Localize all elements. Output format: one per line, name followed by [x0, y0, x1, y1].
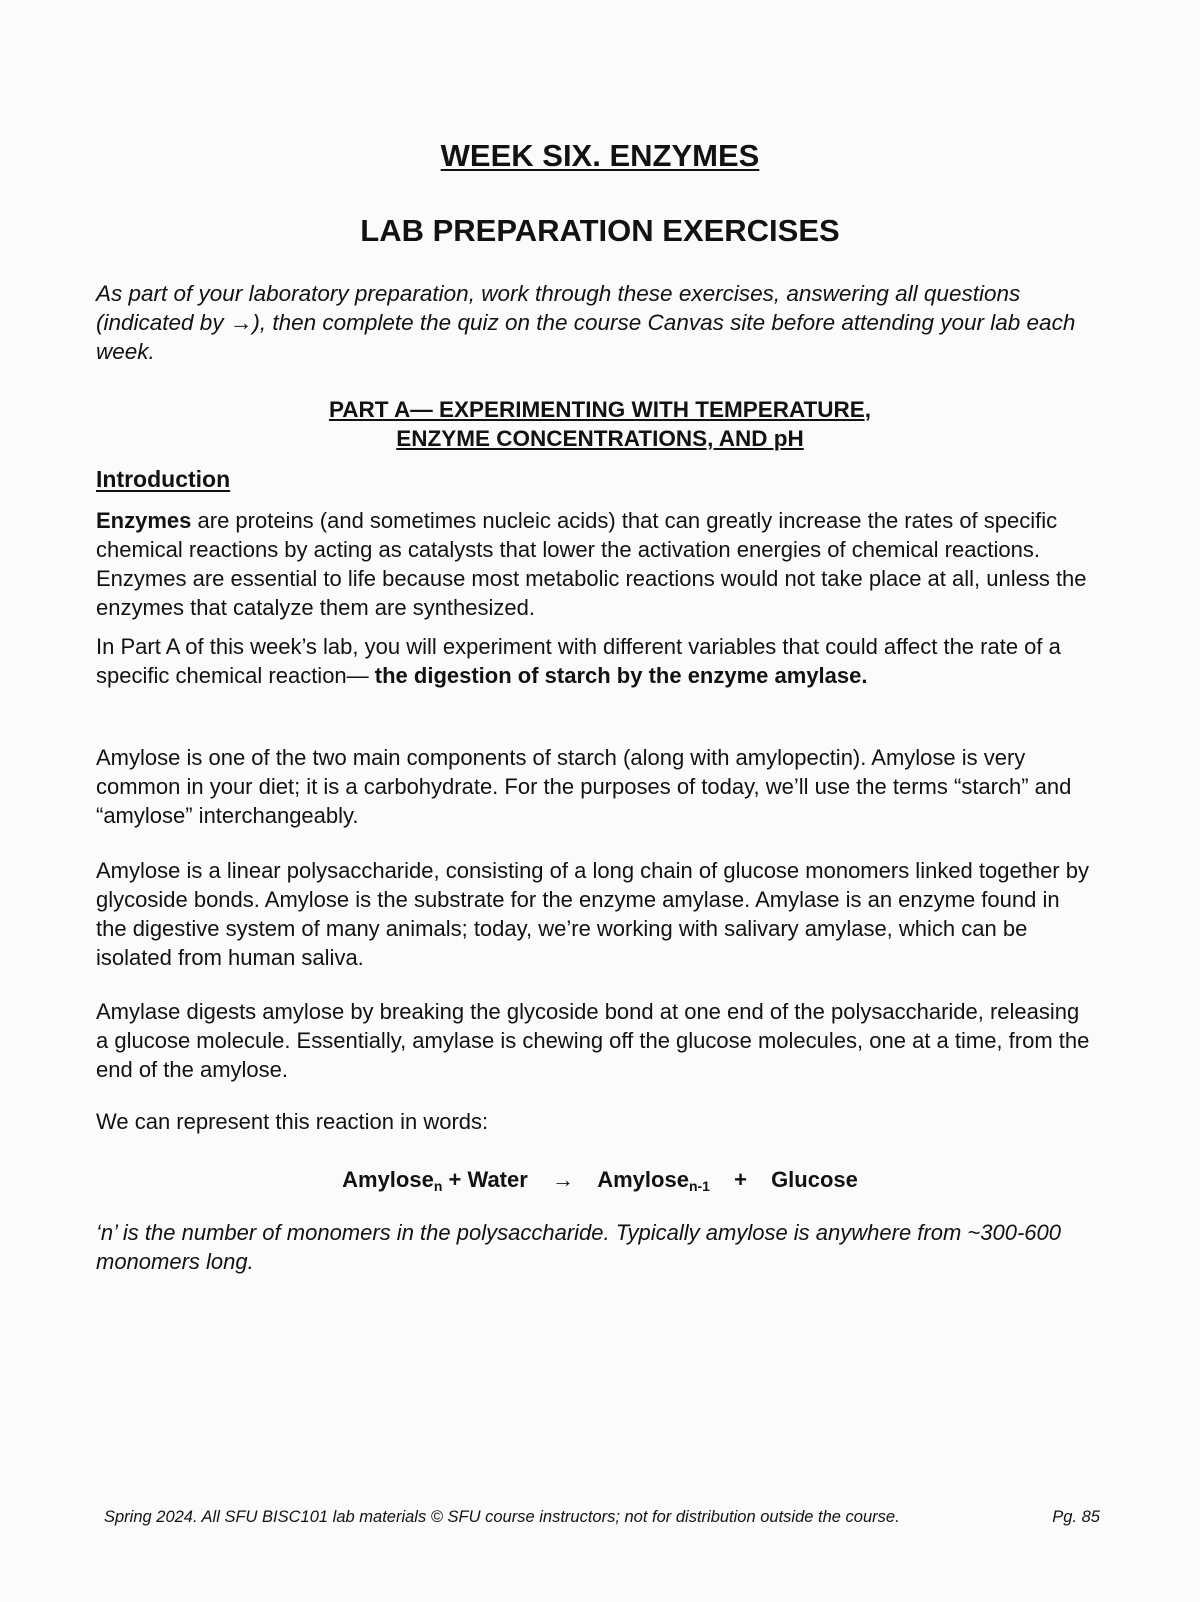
paragraph-enzymes	[96, 506, 1096, 622]
paragraph-amylose-starch: Amylose is one of the two main components of starch (along with amylopectin). Amylose is very common in your diet; it is a carbohydrate. For the purposes of today, we’ll use the terms “starch” and “amylose” interchangeably.	[96, 745, 1072, 828]
equation-plus: +	[734, 1167, 747, 1192]
introduction-heading: Introduction	[96, 466, 231, 492]
reaction-arrow-icon: →	[551, 1167, 574, 1192]
paragraph-amylase-digestion: Amylase digests amylose by breaking the glycoside bond at one end of the polysaccharide, releasing a glucose molecule. Essentially, amylase is chewing off the glucose molecules, one at a time, from the end of the amylose.	[96, 999, 1090, 1082]
enzymes-term: Enzymes	[96, 508, 192, 533]
intro-text-start: As part of your laboratory preparation, work through these exercises, answering all questions (indicated by	[96, 281, 1021, 335]
paragraph-part-a-text: In Part A of this week’s lab, you will experiment with different variables that could affect the rate of a specific chemical reaction—	[96, 634, 1061, 688]
equation-amylose-n-minus-1: Amylose$_{n-1}$	[597, 1167, 710, 1194]
page-footer	[104, 1508, 1100, 1527]
equation-amylose-n: Amylose$_n$	[342, 1167, 443, 1194]
paragraph-reaction-intro: We can represent this reaction in words:	[96, 1109, 489, 1134]
intro-paragraph	[96, 279, 1096, 366]
paragraph-part-a-description	[96, 632, 1096, 690]
page-subtitle: LAB PREPARATION EXERCISES	[360, 213, 840, 248]
reaction-equation	[0, 1167, 1200, 1194]
page-title: WEEK SIX. ENZYMES	[440, 138, 760, 173]
paragraph-enzymes-text: are proteins (and sometimes nucleic acids) that can greatly increase the rates of specific chemical reactions by acting as catalysts that lower the activation energies of chemical reactions. Enzymes are essential to life because most metabolic reactions would not take place at all, unless the enzymes that catalyze them are synthesized.	[96, 508, 1087, 620]
intro-text-end: ), then complete the quiz on the course Canvas site before attending your lab each week.	[96, 310, 1076, 364]
footer-copyright: Spring 2024. All SFU BISC101 lab materials © SFU course instructors; not for distribution outside the course.	[104, 1508, 900, 1526]
arrow-right-icon: →	[229, 310, 253, 335]
part-a-heading	[0, 395, 1200, 453]
equation-plus-water: + Water	[448, 1167, 528, 1192]
paragraph-part-a-bold: the digestion of starch by the enzyme amylase.	[374, 663, 868, 688]
page-number: Pg. 85	[1052, 1508, 1100, 1526]
monomer-note: ‘n’ is the number of monomers in the polysaccharide. Typically amylose is anywhere from ~300-600 monomers long.	[96, 1220, 1061, 1274]
part-a-heading-line2: ENZYME CONCENTRATIONS, AND pH	[396, 426, 804, 451]
part-a-heading-line1: PART A— EXPERIMENTING WITH TEMPERATURE,	[328, 397, 872, 422]
equation-glucose: Glucose	[771, 1167, 858, 1192]
paragraph-amylose-polysaccharide: Amylose is a linear polysaccharide, consisting of a long chain of glucose monomers linked together by glycoside bonds. Amylose is the substrate for the enzyme amylase. Amylase is an enzyme found in the digestive system of many animals; today, we’re working with salivary amylase, which can be isolated from human saliva.	[96, 858, 1089, 970]
